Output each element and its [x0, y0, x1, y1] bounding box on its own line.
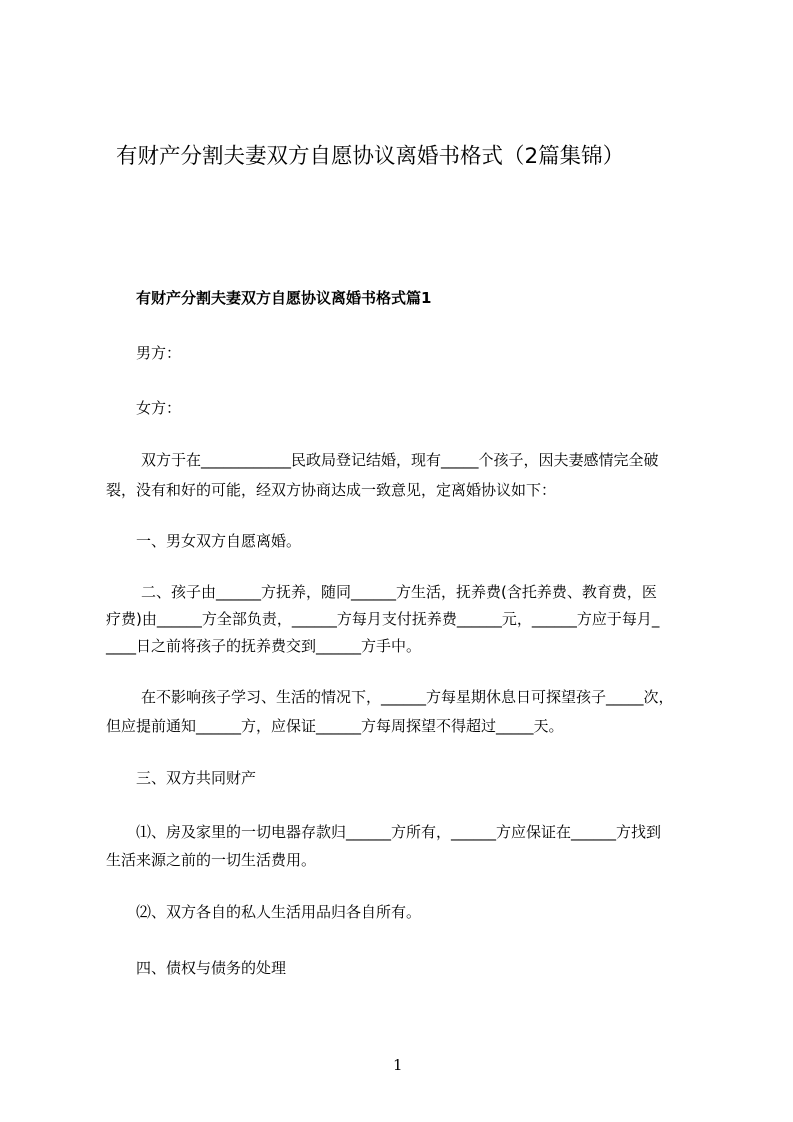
- paragraph-line: 一、男女双方自愿离婚。: [136, 532, 302, 550]
- paragraph-line: 三、双方共同财产: [136, 769, 257, 787]
- paragraph-line: ⑴、房及家里的一切电器存款归______方所有，______方应保证在______方找到: [136, 823, 662, 841]
- paragraph-line: 疗费)由______方全部负责，______方每月支付抚养费______元，______方应于每月_: [106, 610, 660, 628]
- paragraph-line: 双方于在____________民政局登记结婚，现有_____个孩子，因夫妻感情完全破: [141, 451, 659, 469]
- section-title: 有财产分割夫妻双方自愿协议离婚书格式篇1: [136, 289, 432, 307]
- paragraph-line: 在不影响孩子学习、生活的情况下，______方每星期休息日可探望孩子_____次，: [141, 688, 674, 706]
- paragraph-line: 但应提前通知______方，应保证______方每周探望不得超过_____天。: [106, 717, 564, 735]
- document-title: 有财产分割夫妻双方自愿协议离婚书格式（2篇集锦）: [116, 144, 625, 169]
- paragraph-line: ⑵、双方各自的私人生活用品归各自所有。: [136, 903, 422, 921]
- paragraph-line: 生活来源之前的一切生活费用。: [106, 851, 317, 869]
- paragraph-line: 四、债权与债务的处理: [136, 959, 287, 977]
- paragraph-line: 女方：: [136, 399, 182, 417]
- paragraph-line: 男方：: [136, 344, 182, 362]
- paragraph-line: 二、孩子由______方抚养，随同______方生活，抚养费(含托养费、教育费，医: [141, 583, 657, 601]
- paragraph-line: 裂，没有和好的可能，经双方协商达成一致意见，定离婚协议如下：: [106, 481, 557, 499]
- paragraph-line: ____日之前将孩子的抚养费交到______方手中。: [106, 637, 422, 655]
- page-number: 1: [393, 1056, 403, 1074]
